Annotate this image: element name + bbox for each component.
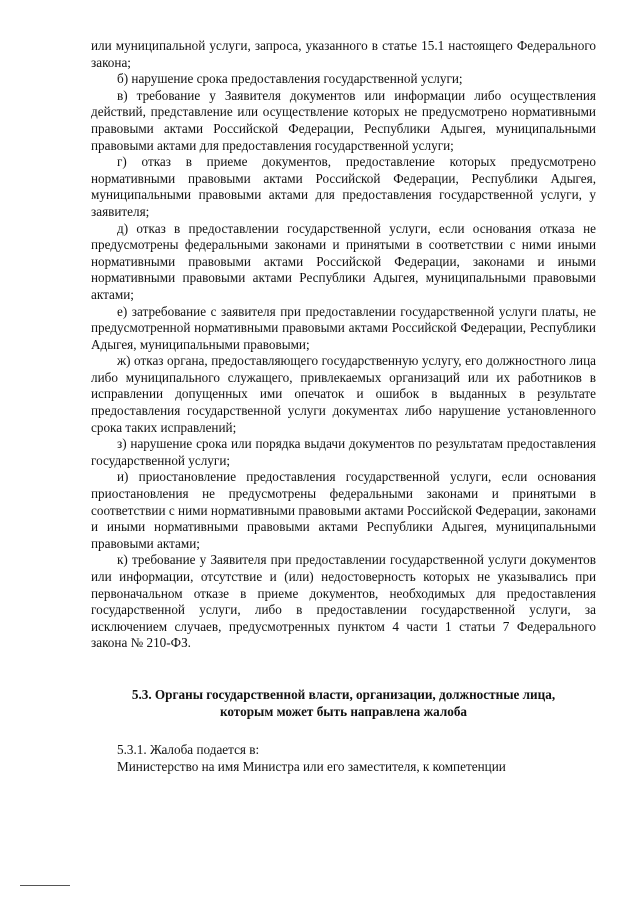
paragraph-item-k: к) требование у Заявителя при предоставлении государственной услуги документов или информации, отсутствие и (или) недостоверность которых не указывались при первоначальном отказе в приеме документов, необходимых для предоставления государственной услуги, либо в предоставлении государственной услуги, за исключением случаев, предусмотренных пунктом 4 части 1 статьи 7 Федерального закона № 210-ФЗ.	[91, 552, 596, 651]
section-heading-line-2: которым может быть направлена жалоба	[219, 703, 468, 719]
paragraph-continuation: или муниципальной услуги, запроса, указанного в статье 15.1 настоящего Федерального закона;	[91, 38, 596, 70]
paragraph-item-e: е) затребование с заявителя при предоставлении государственной услуги платы, не предусмотренной нормативными правовыми актами Российской Федерации, Республики Адыгея, муниципальными правовыми;	[91, 303, 596, 352]
paragraph-item-v: в) требование у Заявителя документов или информации либо осуществления действий, представление или осуществление которых не предусмотрено нормативными правовыми актами Российской Федерации, Республики Адыгея, муниципальными правовыми актами для предоставления государственной услуги;	[91, 87, 596, 153]
paragraph-5-3-1: 5.3.1. Жалоба подается в:	[117, 741, 260, 757]
paragraph-item-z: з) нарушение срока или порядка выдачи документов по результатам предоставления государственной услуги;	[91, 436, 596, 468]
section-heading	[91, 686, 596, 720]
paragraph-item-i: и) приостановление предоставления государственной услуги, если основания приостановления не предусмотрены федеральными законами и принятыми в соответствии с ними нормативными правовыми актами Российской Федерации, законами и иными нормативными правовыми актами Республики Адыгея, муниципальными правовыми актами;	[91, 469, 596, 551]
paragraph-item-b: б) нарушение срока предоставления государственной услуги;	[117, 71, 463, 87]
paragraph-item-zh: ж) отказ органа, предоставляющего государственную услугу, его должностного лица либо муниципального служащего, привлекаемых организаций или их работников в исправлении допущенных ими опечаток и ошибок в выданных в результате предоставления государственной услуги документах либо нарушение установленного срока таких исправлений;	[91, 353, 596, 435]
document-page	[91, 38, 596, 775]
paragraph-item-d: д) отказ в предоставлении государственной услуги, если основания отказа не предусмотрены федеральными законами и принятыми в соответствии с ними иными нормативными правовыми актами Российской Федерации, законами и иными нормативными правовыми актами Республики Адыгея, муниципальными правовыми актами;	[91, 220, 596, 302]
paragraph-ministry: Министерство на имя Министра или его заместителя, к компетенции	[117, 758, 506, 774]
paragraph-item-g: г) отказ в приеме документов, предоставление которых предусмотрено нормативными правовыми актами Российской Федерации, Республики Адыгея, муниципальными правовыми актами для предоставления государственной услуги, у заявителя;	[91, 154, 596, 219]
footer-divider	[20, 885, 70, 886]
section-heading-line-1: 5.3. Органы государственной власти, организации, должностные лица,	[131, 686, 556, 702]
